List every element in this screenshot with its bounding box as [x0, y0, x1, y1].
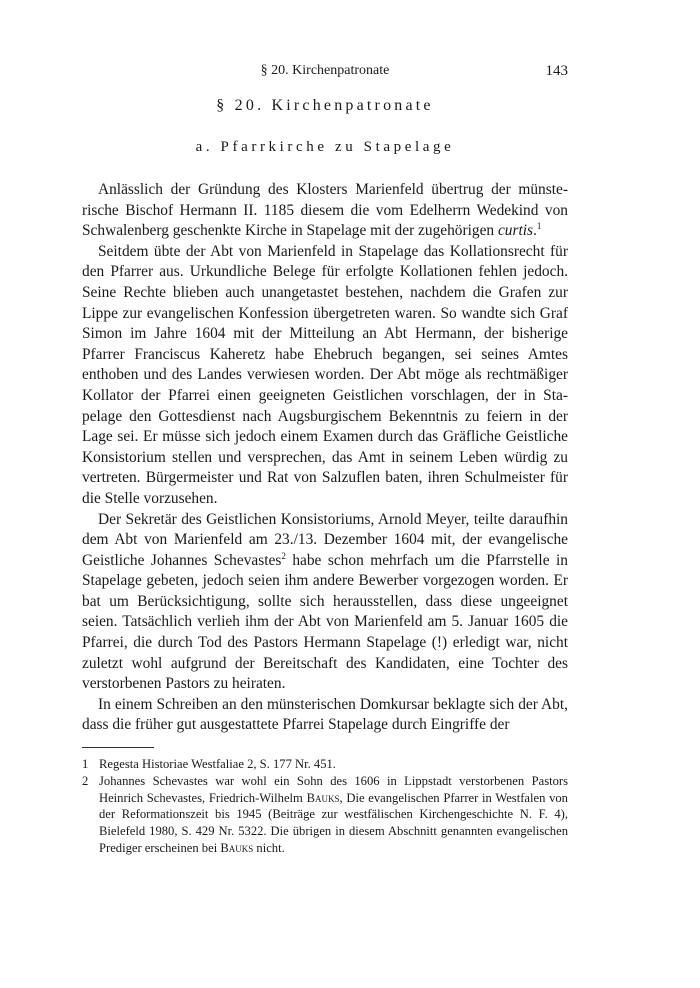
paragraph-3-after: habe schon mehrfach um die Pfarrstelle in Stapelage gebeten, jedoch seien ihm andere Bewerber vorgezogen worden. Er bat um Berücksichtigung, sollte sich herausstellen, dass diese ungeeignet seien. Tatsächlich verlieh ihm der Abt von Marienfeld am 5. Januar 1605 die Pfarrei, die durch Tod des Pastors Hermann Stapelage (!) erledigt war, nicht zuletzt wohl aufgrund der Bereitschaft des Kandidaten, eine Tochter des verstorbenen Pastors zu heiraten. [82, 551, 568, 693]
footnote-number: 1 [82, 757, 89, 771]
paragraph-3 [82, 510, 568, 695]
author-name: Bauks [220, 840, 254, 855]
paragraph-1-end: . [533, 222, 537, 240]
footnotes [82, 756, 568, 857]
paragraph-1-italic: curtis [497, 222, 534, 240]
running-title: § 20. Kirchenpatronate [260, 63, 390, 78]
paragraph-4: In einem Schreiben an den münsterischen Domkursar beklagte sich der Abt, dass die früher gut ausgestattete Pfarrei Stapelage durch Eingriffe der [82, 695, 568, 734]
footnote-ref-1[interactable]: 1 [536, 221, 542, 232]
paragraph-1 [82, 180, 568, 242]
footnote-number: 2 [82, 773, 89, 788]
footnote-2 [82, 773, 568, 857]
body-text [82, 180, 568, 736]
subsection-title: a. Pfarrkirche zu Stapelage [195, 139, 455, 155]
section-title: § 20. Kirchenpatronate [216, 97, 434, 114]
paragraph-3-before: Der Sekretär des Geistlichen Konsistoriums, Arnold Meyer, teilte daraufhin dem Abt von Marienfeld am 23./13. Dezember 1604 mit, der evangelische Geistliche Johannes Schevastes [82, 510, 568, 569]
footnote-text: Johannes Schevastes war wohl ein Sohn des 1606 in Lippstadt verstorbenen Pastors Heinrich Schevastes, Friedrich-Wilhelm [99, 773, 568, 805]
page-number: 143 [545, 63, 568, 79]
footnote-text: Regesta Historiae Westfaliae 2, S. 177 Nr. 451. [99, 757, 336, 771]
running-head [82, 63, 568, 83]
footnote-1 [82, 756, 568, 773]
paragraph-2: Seitdem übte der Abt von Marienfeld in Stapelage das Kollationsrecht für den Pfarrer aus. Urkundliche Belege für erfolgte Kollationen fehlen jedoch. Seine Rechte blieben auch unangetastet bestehen, nachdem die Grafen zur Lippe zur evangelischen Konfession übergetreten waren. So wandte sich Graf Simon im Jahre 1604 mit der Mitteilung an Abt Hermann, der bisherige Pfarrer Franciscus Kaheretz habe Ehebruch begangen, sei seines Amtes enthoben und des Landes verwiesen worden. Der Abt möge als rechtmäßiger Kollator der Pfarrei einen geeigneten Geistlichen vorschlagen, der in Stapelage den Gottesdienst nach Augsburgischem Bekenntnis zu feiern in der Lage sei. Er müsse sich jedoch einem Examen durch das Gräfliche Geistliche Konsistorium stellen und versprechen, das Amt in seinem Leben würdig zu vertreten. Bürgermeister und Rat von Salzuflen baten, ihren Schulmeister für die Stelle vorzusehen. [82, 242, 568, 507]
footnote-divider [82, 747, 154, 748]
paragraph-1-text: Anlässlich der Gründung des Klosters Marienfeld übertrug der münsterische Bischof Hermann II. 1185 diesem die vom Edelherrn Wedekind von Schwalenberg geschenkte Kirche in Stapelage mit der zugehörigen [82, 181, 568, 240]
footnote-ref-2[interactable]: 2 [281, 550, 286, 561]
author-name: Bauks [306, 790, 340, 805]
footnote-text: nicht. [253, 840, 285, 855]
footnote-text: , Die evangelischen Pfarrer in Westfalen von der Reformationszeit bis 1945 (Beiträge zur westfälischen Kirchengeschichte N. F. 4), Bielefeld 1980, S. 429 Nr. 5322. Die übrigen in diesem Abschnitt genannten evangelischen Prediger erscheinen bei [99, 790, 568, 855]
